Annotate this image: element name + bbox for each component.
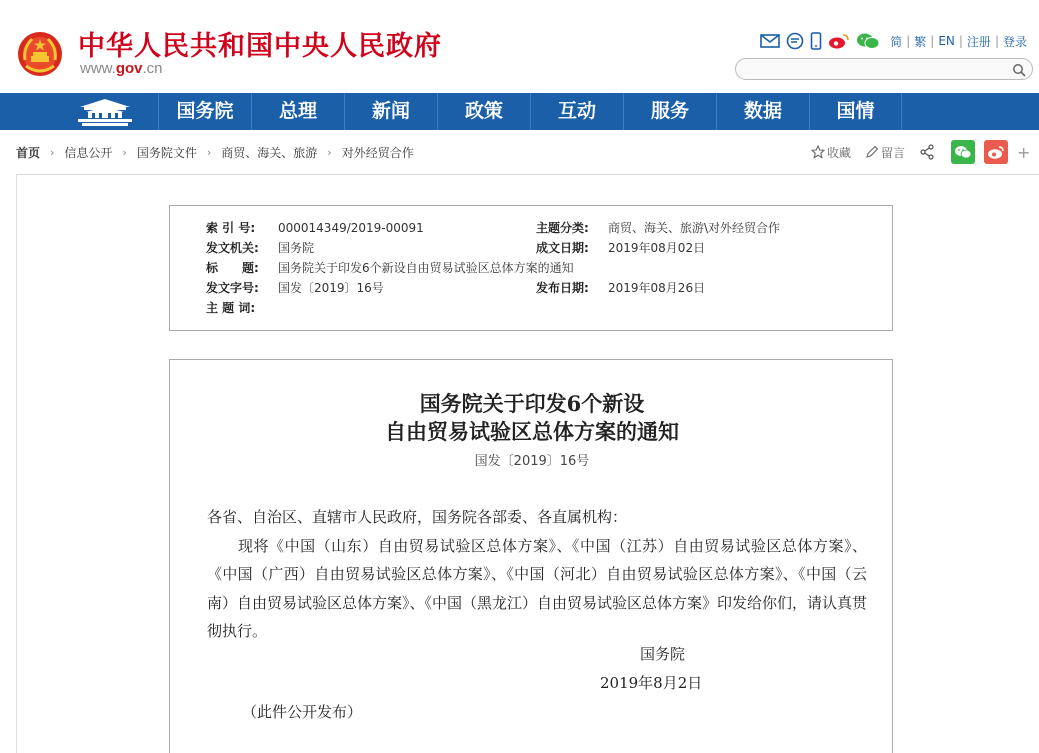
nav-item-services[interactable]: 服务 (623, 93, 716, 130)
search-box (735, 58, 1033, 80)
page-tools (811, 140, 1030, 164)
nav-items (158, 93, 902, 130)
breadcrumb-item[interactable]: 国务院文件 (136, 146, 197, 160)
nav-item-news[interactable]: 新闻 (344, 93, 437, 130)
nav-item-interaction[interactable]: 互动 (530, 93, 623, 130)
document-public-note: （此件公开发布） (242, 703, 363, 721)
top-tools (760, 31, 1031, 51)
message-icon[interactable] (786, 32, 804, 50)
wechat-icon[interactable] (856, 32, 880, 50)
comment-label: 留言 (881, 145, 906, 160)
lang-english-link[interactable]: EN (938, 34, 955, 48)
meta-issuer-value: 国务院 (278, 241, 315, 255)
chevron-right-icon: › (122, 146, 127, 159)
share-weibo-button[interactable] (984, 140, 1008, 164)
meta-index-value: 000014349/2019-00091 (278, 221, 424, 235)
lang-simplified-link[interactable]: 简 (890, 34, 903, 49)
nav-item-national-info[interactable]: 国情 (809, 93, 902, 130)
meta-category (536, 218, 780, 238)
weibo-icon[interactable] (828, 32, 850, 50)
document-paragraph: 现将《中国（山东）自由贸易试验区总体方案》、《中国（江苏）自由贸易试验区总体方案》、《中国（广西）自由贸易试验区总体方案》、《中国（河北）自由贸易试验区总体方案》、《中国（云南）自由贸易试验区总体方案》、《中国（黑龙江）自由贸易试验区总体方案》印发给你们，请认真贯彻执行。 (207, 536, 868, 640)
weibo-icon (987, 145, 1005, 160)
nav-item-policy[interactable]: 政策 (437, 93, 530, 130)
meta-published-date (536, 278, 705, 298)
meta-index (206, 218, 424, 238)
meta-docno-value: 国发〔2019〕16号 (278, 281, 384, 295)
wechat-icon (954, 145, 972, 160)
chevron-right-icon: › (50, 146, 55, 159)
divider: | (906, 34, 911, 48)
site-title[interactable]: 中华人民共和国中央人民政府 (78, 31, 442, 62)
site-url-gov: gov (115, 60, 143, 77)
nav-item-state-council[interactable]: 国务院 (158, 93, 251, 130)
document-metadata (169, 205, 893, 331)
meta-written-label: 成文日期: (536, 241, 589, 255)
breadcrumb-home[interactable]: 首页 (16, 146, 41, 160)
meta-category-value: 商贸、海关、旅游\对外经贸合作 (608, 221, 781, 235)
share-icon (919, 144, 935, 160)
national-emblem-icon[interactable] (16, 30, 64, 78)
document-salutation: 各省、自治区、直辖市人民政府，国务院各部委、各直属机构： (207, 508, 628, 526)
favorite-button[interactable] (811, 144, 851, 161)
site-url (80, 60, 163, 77)
divider: | (930, 34, 935, 48)
meta-index-label: 索 引 号: (206, 221, 256, 235)
meta-issuer (206, 238, 314, 258)
meta-written-value: 2019年08月02日 (608, 241, 706, 255)
document-title-line2: 自由贸易试验区总体方案的通知 (385, 419, 679, 444)
document-text (207, 503, 867, 646)
meta-title-label: 标 题: (206, 261, 259, 275)
site-url-suffix: .cn (142, 60, 163, 77)
more-share-button[interactable]: + (1017, 142, 1031, 162)
star-icon (811, 145, 825, 159)
breadcrumb-item[interactable]: 商贸、海关、旅游 (221, 146, 318, 160)
meta-published-label: 发布日期: (536, 281, 589, 295)
document-number: 国发〔2019〕16号 (474, 454, 590, 469)
main-nav (0, 93, 1039, 130)
divider: | (994, 34, 999, 48)
nav-item-data[interactable]: 数据 (716, 93, 809, 130)
search-icon[interactable] (1012, 62, 1026, 81)
meta-keywords-label: 主 题 词: (206, 301, 256, 315)
pencil-icon (865, 145, 879, 159)
login-link[interactable]: 登录 (1002, 34, 1027, 49)
meta-title (206, 258, 574, 278)
chevron-right-icon: › (327, 146, 332, 159)
meta-issuer-label: 发文机关: (206, 241, 259, 255)
meta-title-value: 国务院关于印发6个新设自由贸易试验区总体方案的通知 (278, 261, 574, 275)
breadcrumb-item[interactable]: 信息公开 (64, 146, 113, 160)
document-signature: 国务院 (640, 645, 686, 663)
comment-button[interactable] (865, 144, 905, 161)
divider: | (958, 34, 963, 48)
search-input[interactable] (746, 60, 1016, 80)
lang-traditional-link[interactable]: 繁 (914, 34, 927, 49)
document-date: 2019年8月2日 (600, 674, 703, 692)
nav-item-premier[interactable]: 总理 (251, 93, 344, 130)
meta-published-value: 2019年08月26日 (608, 281, 706, 295)
mail-icon[interactable] (760, 33, 780, 49)
chevron-right-icon: › (206, 146, 212, 159)
breadcrumb (16, 144, 414, 161)
share-wechat-button[interactable] (951, 140, 975, 164)
meta-docno (206, 278, 384, 298)
meta-keywords (206, 298, 278, 318)
document-title-line1: 国务院关于印发6个新设 (419, 391, 645, 416)
favorite-label: 收藏 (827, 145, 852, 160)
mobile-icon[interactable] (810, 32, 822, 50)
breadcrumb-item[interactable]: 对外经贸合作 (341, 146, 414, 160)
share-button[interactable] (919, 144, 937, 160)
meta-category-label: 主题分类: (536, 221, 589, 235)
tiananmen-logo-icon[interactable] (72, 95, 138, 128)
site-header (0, 0, 1039, 93)
meta-written-date (536, 238, 705, 258)
document-body (169, 359, 893, 753)
site-url-prefix: www. (80, 60, 116, 77)
meta-docno-label: 发文字号: (206, 281, 259, 295)
register-link[interactable]: 注册 (966, 34, 991, 49)
